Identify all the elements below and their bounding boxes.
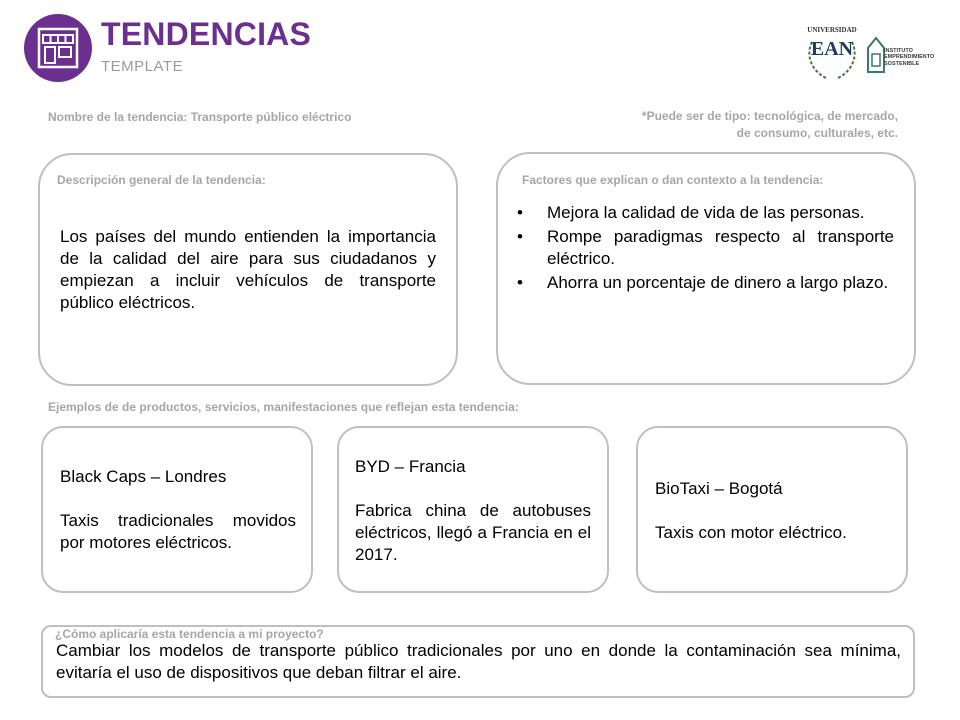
institute-logo-text [884, 48, 936, 67]
bullet: • [517, 226, 523, 246]
factor-text: Mejora la calidad de vida de las personas. [547, 203, 865, 222]
trend-name: Nombre de la tendencia: Transporte público eléctrico [48, 110, 352, 124]
examples-label: Ejemplos de de productos, servicios, manifestaciones que reflejan esta tendencia: [48, 400, 519, 414]
storefront-icon [36, 26, 80, 70]
bullet: • [517, 272, 523, 292]
institute-logo [866, 34, 936, 76]
university-logo-main-text: EAN [810, 38, 854, 60]
example-content [655, 478, 891, 544]
list-item [515, 202, 894, 225]
institute-line-1: INSTITUTO [884, 48, 913, 54]
example-description: Fabrica china de autobuses eléctricos, llegó a Francia en el 2017. [355, 501, 591, 564]
trend-type-note: *Puede ser de tipo: tecnológica, de mercado, de consumo, culturales, etc. [641, 109, 898, 140]
factor-text: Rompe paradigmas respecto al transporte eléctrico. [547, 226, 894, 268]
example-description: Taxis con motor eléctrico. [655, 523, 847, 542]
institute-line-2: EMPRENDIMIENTO [884, 54, 935, 61]
tendencias-logo [24, 14, 92, 82]
list-item [515, 226, 894, 271]
page-title: TENDENCIAS [101, 16, 312, 52]
bullet: • [517, 203, 523, 222]
application-text: Cambiar los modelos de transporte público tradicionales por uno en donde la contaminación sea mínima, evitaría el uso de dispositivos que deban filtrar el aire. [56, 641, 901, 682]
list-item [515, 272, 894, 295]
description-label: Descripción general de la tendencia: [57, 173, 266, 187]
university-logo-top-text: UNIVERSIDAD [807, 26, 857, 34]
factor-text: Ahorra un porcentaje de dinero a largo plazo. [547, 272, 889, 292]
application-label: ¿Cómo aplicaría esta tendencia a mi proyecto? [55, 627, 324, 641]
example-content [60, 466, 296, 554]
example-title: BYD – Francia [355, 457, 466, 476]
description-text: Los países del mundo entienden la importancia de la calidad del aire para sus ciudadanos y empiezan a incluir vehículos de transporte público eléctricos. [60, 227, 436, 312]
example-description: Taxis tradicionales movidos por motores eléctricos. [60, 511, 296, 552]
example-content [355, 456, 591, 566]
page-subtitle: TEMPLATE [101, 58, 184, 75]
institute-line-3: SOSTENIBLE [884, 60, 920, 67]
institute-emblem-icon [866, 34, 886, 76]
factors-label: Factores que explican o dan contexto a la tendencia: [522, 173, 824, 187]
example-title: BioTaxi – Bogotá [655, 479, 783, 498]
factors-list [515, 202, 894, 295]
university-ean-logo [804, 26, 860, 80]
example-title: Black Caps – Londres [60, 467, 227, 486]
